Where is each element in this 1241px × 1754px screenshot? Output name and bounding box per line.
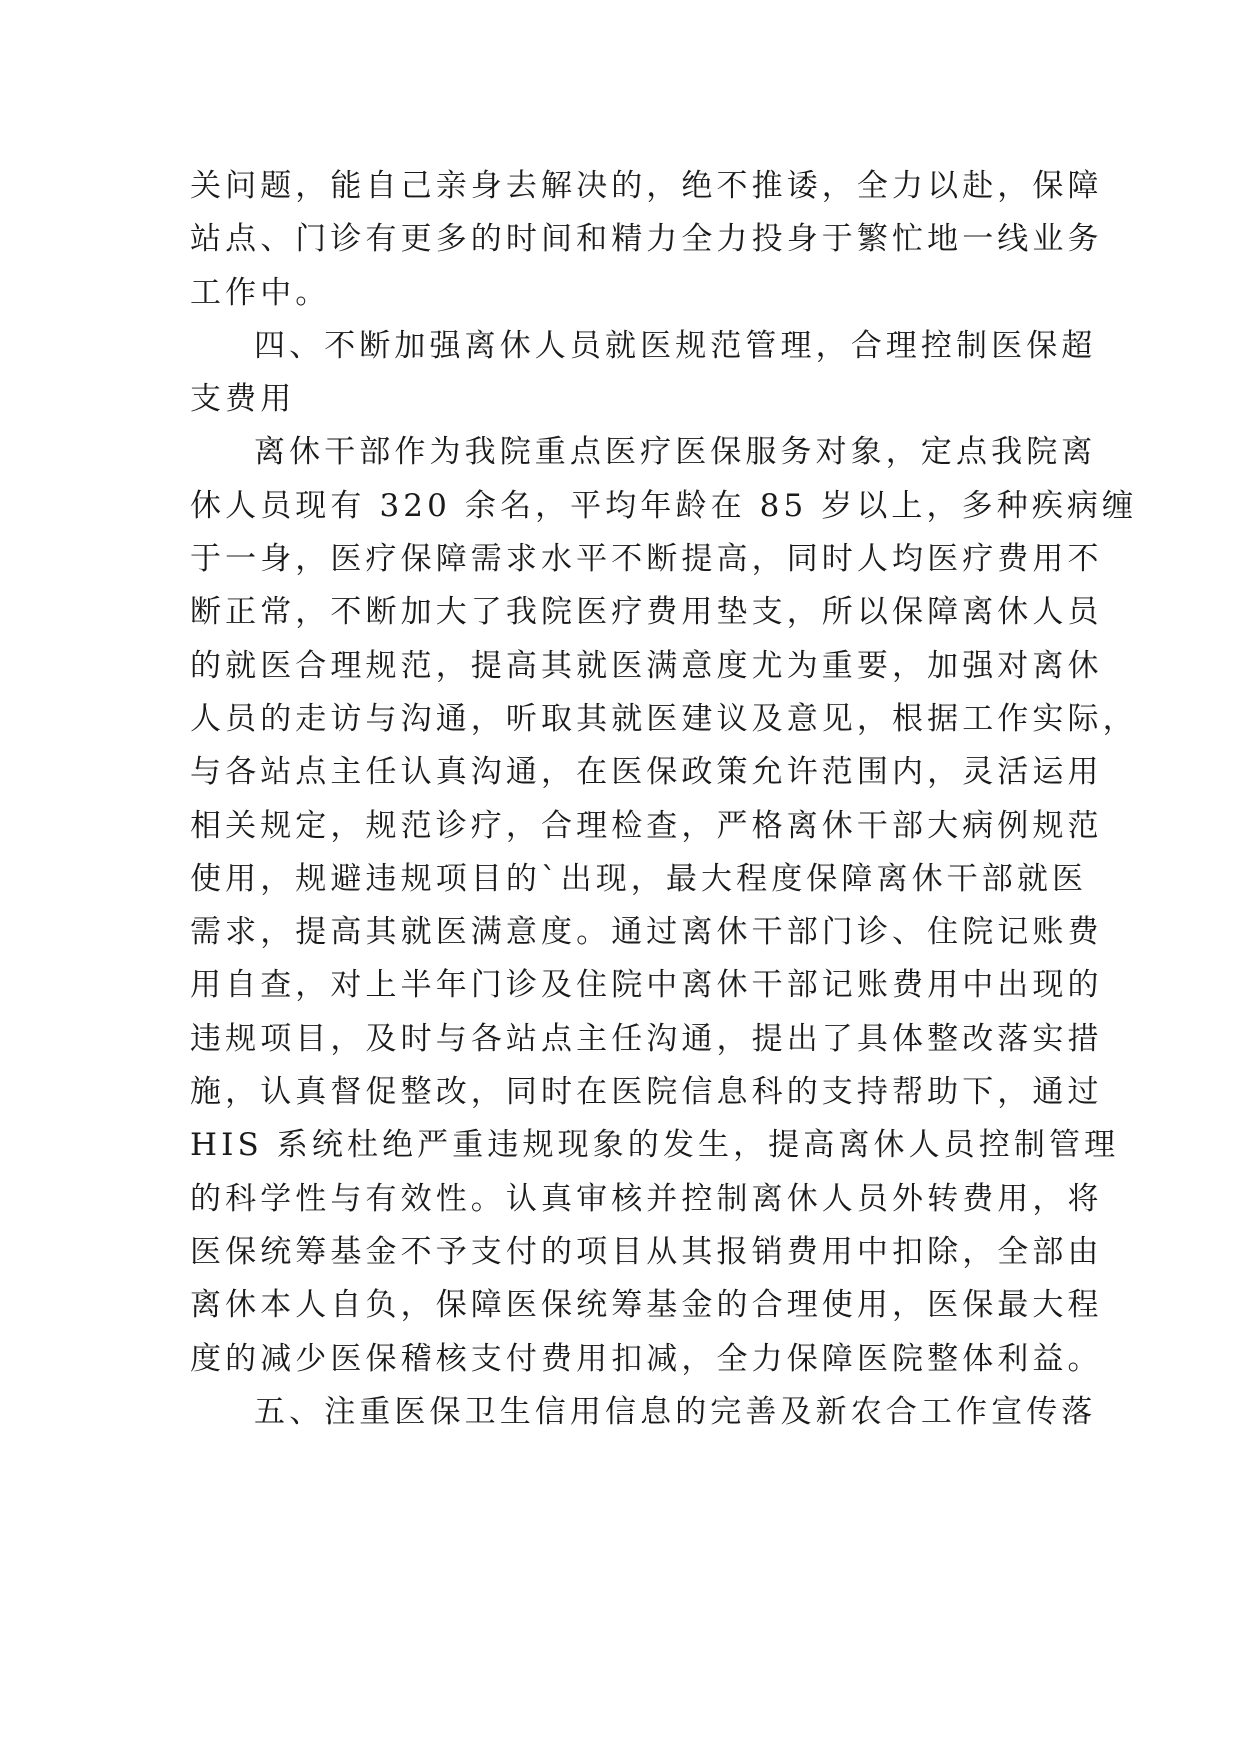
text-line: 支费用 (190, 381, 296, 418)
text-line: 违规项目，及时与各站点主任沟通，提出了具体整改落实措 (190, 1020, 1103, 1057)
text-line: 医保统筹基金不予支付的项目从其报销费用中扣除，全部由 (190, 1233, 1103, 1270)
paragraph-heading-line: 五、注重医保卫生信用信息的完善及新农合工作宣传落 (254, 1393, 1097, 1430)
text-line: 休人员现有 320 余名，平均年龄在 85 岁以上，多种疾病缠 (190, 487, 1138, 524)
text-line: 需求，提高其就医满意度。通过离休干部门诊、住院记账费 (190, 914, 1103, 951)
text-line: 离休本人自负，保障医保统筹基金的合理使用，医保最大程 (190, 1287, 1103, 1324)
text-line: 站点、门诊有更多的时间和精力全力投身于繁忙地一线业务 (190, 221, 1103, 258)
text-line: 工作中。 (190, 274, 331, 311)
text-line: 关问题，能自己亲身去解决的，绝不推诿，全力以赴，保障 (190, 168, 1103, 204)
paragraph-heading-line: 四、不断加强离休人员就医规范管理，合理控制医保超 (254, 327, 1097, 364)
paragraph-heading-line: 离休干部作为我院重点医疗医保服务对象，定点我院离 (254, 434, 1097, 471)
text-line: 施，认真督促整改，同时在医院信息科的支持帮助下，通过 (190, 1074, 1103, 1111)
text-line: 与各站点主任认真沟通，在医保政策允许范围内，灵活运用 (190, 754, 1103, 791)
text-line: 用自查，对上半年门诊及住院中离休干部记账费用中出现的 (190, 967, 1103, 1004)
text-line: 人员的走访与沟通，听取其就医建议及意见，根据工作实际， (190, 700, 1138, 737)
text-line: 的科学性与有效性。认真审核并控制离休人员外转费用，将 (190, 1180, 1103, 1217)
text-line: 于一身，医疗保障需求水平不断提高，同时人均医疗费用不 (190, 541, 1103, 578)
text-line: 度的减少医保稽核支付费用扣减，全力保障医院整体利益。 (190, 1340, 1103, 1377)
text-line: 相关规定，规范诊疗，合理检查，严格离休干部大病例规范 (190, 807, 1103, 844)
body-text (190, 160, 1138, 1439)
text-line: 断正常，不断加大了我院医疗费用垫支，所以保障离休人员 (190, 594, 1103, 631)
text-line: 的就医合理规范，提高其就医满意度尤为重要，加强对离休 (190, 647, 1103, 684)
text-line: HIS 系统杜绝严重违规现象的发生，提高离休人员控制管理 (190, 1127, 1120, 1164)
text-line: 使用，规避违规项目的`出现，最大程度保障离休干部就医 (190, 860, 1088, 897)
